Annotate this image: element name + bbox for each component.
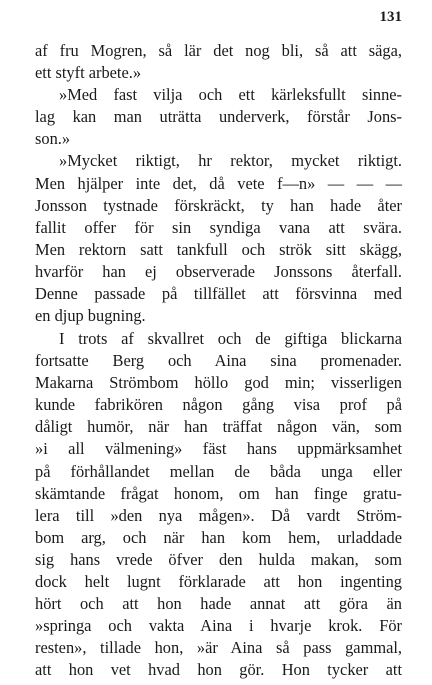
text-line: »Med fast vilja och ett kärleksfullt sinne- [59, 85, 402, 105]
paragraph-block-dialogue [35, 40, 402, 327]
text-line: kunde fabrikören någon gång visa prof på [35, 395, 402, 415]
text-line: hört och att hon hade annat att göra än [35, 594, 402, 614]
text-line: »Mycket riktigt, hr rektor, mycket riktigt. [59, 151, 402, 171]
text-line: Makarna Strömbom höllo god min; visserligen [35, 373, 402, 393]
text-line: lag kan man uträtta underverk, förstår Jons- [35, 107, 402, 127]
text-line: lera till »den nya mågen». Då vardt Ström- [35, 505, 402, 525]
page-number: 131 [379, 9, 402, 25]
text-line: ett styft arbete.» [35, 63, 142, 83]
text-line: skämtande frågat honom, om han finge gratu- [35, 483, 402, 503]
text-line: son.» [35, 129, 71, 149]
text-line: I trots af skvallret och de giftiga blickarna [59, 329, 402, 348]
text-line: en djup bugning. [35, 306, 146, 326]
text-line: dock helt lugnt förklarade att hon ingenting [35, 572, 402, 592]
text-line: att hon vet hvad hon gör. Hon tycker att [35, 660, 402, 680]
text-line: resten», tillade hon, »är Aina så pass gammal, [35, 638, 402, 658]
text-line: på förhållandet mellan de båda unga eller [35, 461, 402, 481]
text-line: af fru Mogren, så lär det nog bli, så att säga, [35, 41, 402, 60]
text-line: Men rektorn satt tankfull och strök sitt skägg, [35, 239, 402, 259]
paragraph-block-narrative [35, 328, 402, 682]
text-line: »springa och vakta Aina i hvarje krok. För [35, 616, 402, 636]
text-line: bom arg, och när han kom hem, urladdade [35, 527, 402, 547]
text-line: Jonsson tystnade förskräckt, ty han hade åter [35, 195, 402, 215]
text-line: Denne passade på tillfället att försvinna med [35, 284, 402, 304]
text-line: Men hjälper inte det, då vete f—n» — — — [35, 173, 402, 193]
text-line: hvarför han ej observerade Jonssons återfall. [35, 261, 402, 281]
text-line: »i all välmening» fäst hans uppmärksamhet [35, 439, 402, 459]
text-line: fallit offer för sin syndiga vana att svära. [35, 217, 402, 237]
text-line: fortsatte Berg och Aina sina promenader. [35, 351, 402, 371]
text-line: sig hans vrede öfver den hulda makan, som [35, 549, 402, 569]
text-line: dåligt humör, när han träffat någon vän, som [35, 417, 402, 437]
